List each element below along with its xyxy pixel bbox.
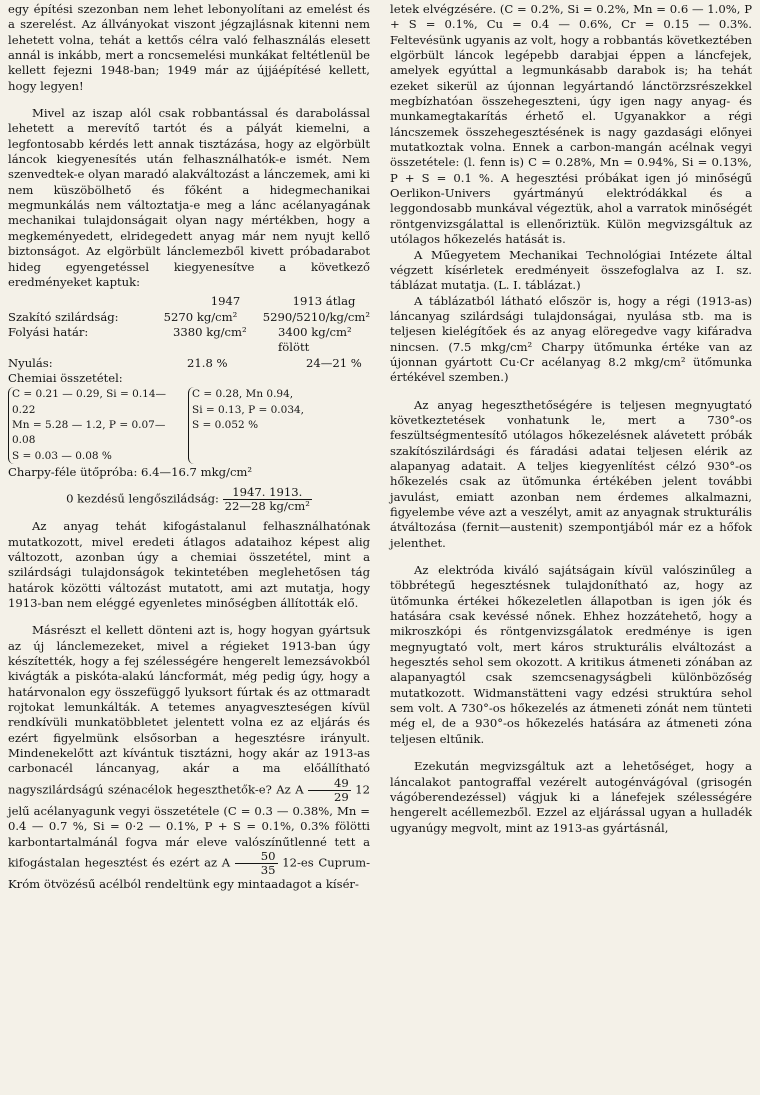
header-1947: 1947 <box>210 294 241 309</box>
left-column <box>8 2 370 1095</box>
chem-1913: C = 0.28, Mn 0.94, Si = 0.13, P = 0.034, S = 0.052 % <box>188 387 370 464</box>
header-1913: 1913 átlag <box>292 294 356 309</box>
chem-title: Chemiai összetétel: <box>8 370 123 385</box>
paragraph: A Műegyetem Mechanikai Technológiai Intézete által végzett kísérletek eredményeit összefoglalva az I. sz. táblázat mutatja. (L. I. táblázat.) <box>390 247 752 293</box>
paragraph: Mivel az iszap alól csak robbantással és darabolással lehetett a merevítő tartót és a pályát kiemelni, a legfontosabb kérdés lett annak tisztázása, hogy az elgörbült láncok kiegyenesítés után felhasználhatók-e ismét. Nem szenvedtek-e olyan maradó alakváltozást a lánczemek, ami ki nem küszöbölhető és főként a hidegmechanikai megmunkálás nem változtatja-e meg a lánc acélanyagának mechanikai tulajdonságait olyan nagy mértékben, hogy a megkeményedett, elridegedett anyag már nem nyujt kellő biztonságot. Az elgörbült lánclemezből kivett próbadarabot hideg egyengetéssel kiegyenesítve a következő eredményeket kaptuk: <box>8 106 370 289</box>
table-row: Folyási határ: 3380 kg/cm² 3400 kg/cm² fölött <box>8 324 352 355</box>
paragraph: egy építési szezonban nem lehet lebonyolítani az emelést és a szerelést. Az állványokat viszont jégzajlásnak kitenni nem lehetett volna, tehát a kettős célra való felhasználás elesett annál is inkább, mert a roncsemelési munkákat feltétlenül be kellett fejezni 1948-ban; 1949 már az újjáépítésé kellett, hogy legyen! <box>8 2 370 93</box>
table-row: Nyulás: 21.8 % 24—21 % <box>8 355 362 370</box>
fraction: $\frac{49}{29}$ <box>308 777 351 804</box>
fatigue-strength-line: 0 kezdésű lengősziládság: $\frac{1947. 1913.}{\text{22—28 kg/cm²}}$ <box>66 485 310 514</box>
chem-composition <box>8 387 370 464</box>
paragraph: letek elvégzésére. (C = 0.2%, Si = 0.2%, Mn = 0.6 — 1.0%, P + S = 0.1%, Cu = 0.4 — 0.6%, Cr = 0.15 — 0.3%. Feltevésünk ugyanis az volt, hogy a robbantás következtében elgörbült láncok legépebb darabjai éppen a láncfejek, amelyek egyúttal a legmunkásabb darabok is; ha tehát ezeket sikerül az újonnan legyártandó lánctörzsrészekkel megbízhatóan összehegeszteni, úgy igen nagy anyag- és munkamegtakarítás érhető el. Ugyanakkor a régi láncszemek összehegesztésének is nagy gazdasági előnyei mutatkoztak volna. Ennek a carbon-mangán acélnak vegyi összetétele: (l. fenn is) C = 0.28%, Mn = 0.94%, Si = 0.13%, P + S = 0.1 %. A hegesztési próbákat igen jó minőségű Oerlikon-Univers gyártmányú elektródákkal és a leggondosabb munkával végeztük, ahol a varratok minőségét röntgenvizsgálattal is ellenőriztük. Külön megvizsgáltuk az utólagos hőkezelés hatását is. <box>390 2 752 247</box>
charpy-line: Charpy-féle ütőpróba: 6.4—16.7 mkg/cm² <box>8 464 253 479</box>
right-column <box>390 2 752 1095</box>
paragraph: A táblázatból látható először is, hogy a régi (1913-as) láncanyag szilárdsági tulajdonságai, nyulása stb. ma is teljesen kielégítőek és az anyag elöregedve vagy kifáradva nincsen. (7.5 mkg/cm² Charpy ütőmunka értéke van az újonnan gyártott Cu·Cr acélanyag 8.2 mkg/cm² ütőmunka értékével szemben.) <box>390 293 752 385</box>
fraction: $\frac{1947. 1913.}{\text{22—28 kg/cm²}}$ <box>224 485 310 514</box>
paragraph: Másrészt el kellett dönteni azt is, hogy hogyan gyártsuk az új lánclemezeket, mivel a régieket 1913-ban úgy készítették, hogy a fej szélességére hengerelt lemezsávokból kivágták a piskóta-alakú láncformát, még pedig úgy, hogy a határvonalon egy összefüggő lyuksort fúrtak és az ottmaradt rojtokat lemunkálták. A tetemes anyagveszteségen kívül rendkívüli munkatöbbletet jelentett volna ez az eljárás és ezért figyelmünk elsősorban a hegesztésre irányult. Mindenekelőtt azt kívántuk tisztázni, hogy akár az 1913-as carbonacél láncanyag, akár a ma előállítható nagyszilárdságú szénacélok hegeszthetők-e? Az A $\frac{49}{29}$ 12 jelű acélanyagunk vegyi összetétele (C = 0.3 — 0.38%, Mn = 0.4 — 0.7 %, Si = 0·2 — 0.1%, P + S = 0.1%, 0.3% fölötti karbontartalmánál fogva már eleve valószínűtlenné tett a kifogástalan hegesztést és ezért az A $\frac{50}{35}$ 12-es Cuprum-Króm ötvözésű acélból rendeltünk egy mintaadagot a kísér- <box>8 623 371 891</box>
paragraph: Az anyag hegeszthetőségére is teljesen megnyugtató következtetések vonhatunk le, mert a 730°-os feszültségmentesítő utólagos hőkezelésnek alávetett próbák szakítószilárdsági és fáradási adatai teljesen elérik az alapanyag adatait. A teljes kiegyenlítést célzó 930°-os hőkezelés csak az ütőmunka értékében jelent további javulást, emiatt azonban nem érdemes alkalmazni, figyelembe véve azt a veszélyt, amit az anyagnak strukturális átváltozása (fernit—austenit) szempontjából már ez a hőfok jelenthet. <box>390 397 752 550</box>
paragraph: Ezekután megvizsgáltuk azt a lehetőséget, hogy a láncalakot pantograffal vezérelt autogénvágóval (grisogén vágóberendezéssel) vágjuk ki a lánefejek szélességére hengerelt acéllemezből. Ezzel az eljárással ugyan a hulladék ugyanúgy megvolt, mint az 1913-as gyártásnál, <box>390 759 752 835</box>
table-header <box>8 294 370 309</box>
paragraph: Az elektróda kiváló sajátságain kívül valószinűleg a többrétegű hegesztésnek tulajdonítható az, hogy az ütőmunka értékei hőkezeletlen állapotban is igen jók és hatására csak kevéssé nőnek. Ehhez hozzátehető, hogy a mikroszkópi és röntgenvizsgálatok eredménye is igen megnyugtató volt, mert káros strukturális elváltozást a hegesztés sehol sem okozott. A kritikus átmeneti zónában az alapanyagtól csak szemcsenagyságbeli különbözőség mutatkozott. Widmanstätteni vagy edzési struktúra sehol sem volt. A 730°-os hőkezelés az átmeneti zónát nem tünteti még el, de a 930°-os hőkezelés hatására az átmeneti zóna teljesen eltűnik. <box>390 563 752 746</box>
results-table <box>8 294 370 371</box>
table-row: Szakító szilárdság: 5270 kg/cm² 5290/5210/kg/cm² <box>8 309 370 324</box>
chem-1947: C = 0.21 — 0.29, Si = 0.14—0.22 Mn = 5.28 — 1.2, P = 0.07—0.08 S = 0.03 — 0.08 % <box>8 387 182 464</box>
fraction: $\frac{50}{35}$ <box>235 850 278 877</box>
paragraph: Az anyag tehát kifogástalanul felhasználhatónak mutatkozott, mivel eredeti átlagos adataihoz képest alig változott, azonban úgy a chemiai összetétel, mint a szilárdsági tulajdonságok tekintetében meglehetősen tág határok közötti változást mutatott, ami azt mutatja, hogy 1913-ban nem eléggé egyenletes minőségben állították elő. <box>8 519 370 611</box>
